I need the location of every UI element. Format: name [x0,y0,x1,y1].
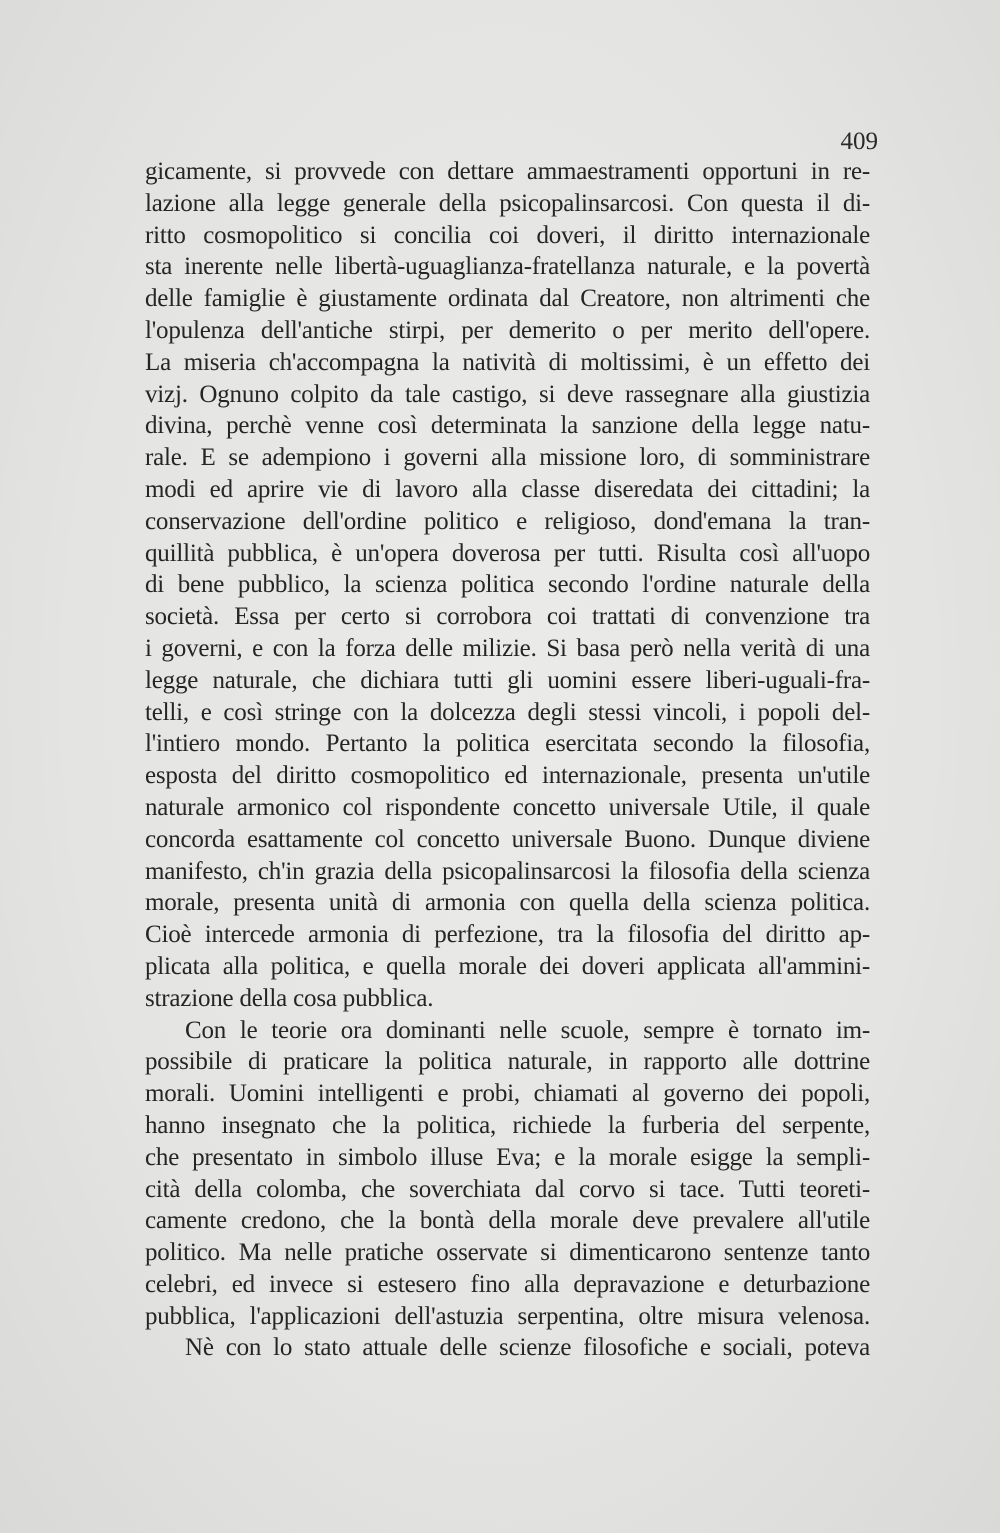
text-line: che presentato in simbolo illuse Eva; e la morale esigge la sempli- [145,1143,870,1171]
text-line: l'opulenza dell'antiche stirpi, per demerito o per merito dell'opere. [145,316,870,344]
text-line: concorda esattamente col concetto universale Buono. Dunque diviene [145,825,870,853]
text-line: ritto cosmopolitico si concilia coi doveri, il diritto internazionale [145,221,870,249]
text-line: cità della colomba, che soverchiata dal corvo si tace. Tutti teoreti- [145,1175,870,1203]
text-line: manifesto, ch'in grazia della psicopalinsarcosi la filosofia della scienza [145,857,870,885]
text-line: Con le teorie ora dominanti nelle scuole, sempre è tornato im- [185,1016,870,1044]
text-line: politico. Ma nelle pratiche osservate si dimenticarono sentenze tanto [145,1239,870,1267]
text-line: modi ed aprire vie di lavoro alla classe diseredata dei cittadini; la [145,475,870,503]
text-line: hanno insegnato che la politica, richiede la furberia del serpente, [145,1111,870,1139]
text-line: conservazione dell'ordine politico e religioso, dond'emana la tran- [145,507,870,535]
text-line: plicata alla politica, e quella morale dei doveri applicata all'ammini- [145,952,870,980]
text-line: quillità pubblica, è un'opera doverosa per tutti. Risulta così all'uopo [145,539,870,567]
text-line: morali. Uomini intelligenti e probi, chiamati al governo dei popoli, [145,1080,870,1108]
text-line: lazione alla legge generale della psicopalinsarcosi. Con questa il di- [145,189,870,217]
text-line: La miseria ch'accompagna la natività di moltissimi, è un effetto dei [145,348,870,376]
text-line: esposta del diritto cosmopolitico ed internazionale, presenta un'utile [145,762,870,790]
text-line: legge naturale, che dichiara tutti gli uomini essere liberi-uguali-fra- [145,666,870,694]
text-line: società. Essa per certo si corrobora coi trattati di convenzione tra [145,603,870,631]
text-line: vizj. Ognuno colpito da tale castigo, si deve rassegnare alla giustizia [145,380,870,408]
text-line: possibile di praticare la politica naturale, in rapporto alle dottrine [145,1048,870,1076]
text-line: strazione della cosa pubblica. [145,984,434,1012]
text-line: pubblica, l'applicazioni dell'astuzia serpentina, oltre misura velenosa. [145,1302,870,1330]
text-line: naturale armonico col rispondente concetto universale Utile, il quale [145,793,870,821]
text-line: di bene pubblico, la scienza politica secondo l'ordine naturale della [145,571,870,599]
text-line: morale, presenta unità di armonia con quella della scienza politica. [145,889,870,917]
text-line: gicamente, si provvede con dettare ammaestramenti opportuni in re- [145,158,870,185]
text-line: l'intiero mondo. Pertanto la politica esercitata secondo la filosofia, [145,730,870,758]
text-line: sta inerente nelle libertà-uguaglianza-fratellanza naturale, e la povertà [145,253,870,281]
page-number: 409 [840,128,878,155]
text-line: Nè con lo stato attuale delle scienze filosofiche e sociali, poteva [185,1334,870,1362]
text-line: celebri, ed invece si estesero fino alla depravazione e deturbazione [145,1270,870,1298]
text-line: divina, perchè venne così determinata la sanzione della legge natu- [145,412,870,440]
body-text [145,156,870,1364]
text-line: telli, e così stringe con la dolcezza degli stessi vincoli, i popoli del- [145,698,870,726]
text-line: delle famiglie è giustamente ordinata dal Creatore, non altrimenti che [145,285,870,313]
text-line: i governi, e con la forza delle milizie. Si basa però nella verità di una [145,634,870,662]
text-line: Cioè intercede armonia di perfezione, tra la filosofia del diritto ap- [145,921,870,949]
text-line: camente credono, che la bontà della morale deve prevalere all'utile [145,1207,870,1235]
text-line: rale. E se adempiono i governi alla missione loro, di somministrare [145,444,870,472]
